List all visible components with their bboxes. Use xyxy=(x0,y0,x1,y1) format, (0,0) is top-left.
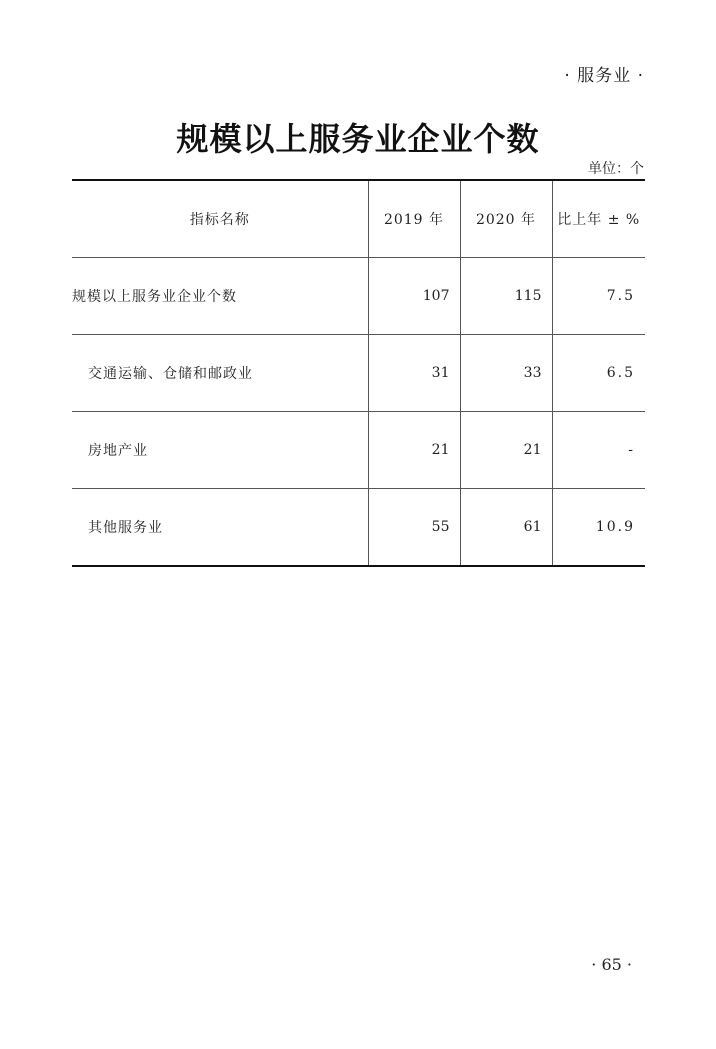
column-header-indicator: 指标名称 xyxy=(72,180,368,258)
row-value-change: - xyxy=(552,412,645,489)
table-row xyxy=(72,258,645,335)
page-title: 规模以上服务业企业个数 xyxy=(176,120,540,158)
table-row xyxy=(72,335,645,412)
unit-label: 单位：个 xyxy=(588,161,644,177)
row-name: 房地产业 xyxy=(72,412,368,489)
row-value-2019: 21 xyxy=(368,412,460,489)
row-name: 规模以上服务业企业个数 xyxy=(72,258,368,335)
row-value-change: 6.5 xyxy=(552,335,645,412)
row-value-2020: 61 xyxy=(460,489,552,567)
section-header: · 服务业 · xyxy=(564,66,644,86)
row-value-2019: 55 xyxy=(368,489,460,567)
data-table xyxy=(72,179,645,567)
column-header-2020: 2020 年 xyxy=(460,180,552,258)
row-value-change: 7.5 xyxy=(552,258,645,335)
page-number: · 65 · xyxy=(591,955,632,974)
column-header-change: 比上年 ± % xyxy=(552,180,645,258)
column-header-2019: 2019 年 xyxy=(368,180,460,258)
row-value-2020: 115 xyxy=(460,258,552,335)
row-value-2020: 33 xyxy=(460,335,552,412)
row-name: 交通运输、仓储和邮政业 xyxy=(72,335,368,412)
row-name: 其他服务业 xyxy=(88,520,163,536)
table-header-row xyxy=(72,180,645,258)
row-value-2020: 21 xyxy=(460,412,552,489)
table-row xyxy=(72,489,645,567)
row-value-change: 10.9 xyxy=(552,489,645,567)
table-row xyxy=(72,412,645,489)
row-value-2019: 31 xyxy=(368,335,460,412)
row-value-2019: 107 xyxy=(368,258,460,335)
